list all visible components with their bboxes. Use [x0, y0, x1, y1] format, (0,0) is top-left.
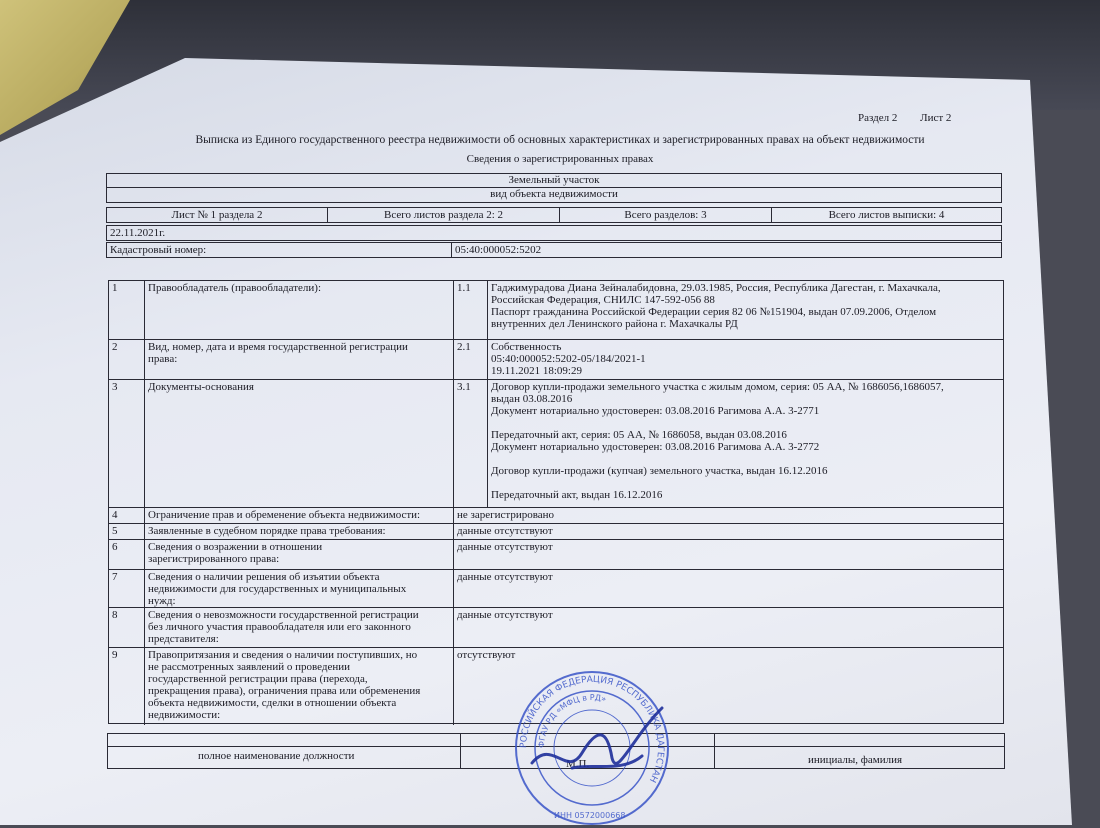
text-line: без личного участия правообладателя или его законного	[148, 621, 411, 633]
row-value: данные отсутствуют	[453, 608, 1003, 647]
row-number: 7	[112, 571, 118, 583]
row-label: Ограничение прав и обременение объекта недвижимости:	[144, 508, 453, 523]
object-type-row	[106, 173, 1002, 188]
section-label: Раздел 2	[858, 112, 898, 124]
name-caption: инициалы, фамилия	[808, 754, 903, 766]
row-value: данные отсутствуют	[453, 570, 1003, 607]
row-subnumber: 2.1	[453, 340, 487, 379]
row-subnumber: 3.1	[453, 380, 487, 507]
text-line: Договор купли-продажи (купчая) земельного участка, выдан 16.12.2016	[491, 465, 828, 477]
row-label	[144, 570, 453, 607]
text-line: нужд:	[148, 595, 176, 607]
stamp-bottom-text: ИНН 0572000668	[554, 811, 626, 820]
sheet-info-row	[106, 207, 1002, 223]
documents-value	[487, 380, 1003, 507]
blank-line	[491, 417, 1000, 429]
text-line: недвижимости для государственных и муниципальных	[148, 583, 407, 595]
cadastral-number: 05:40:000052:5202	[451, 243, 1001, 257]
text-line: права:	[148, 353, 178, 365]
blank-line	[491, 453, 1000, 465]
text-line: Сведения о наличии решения об изъятии объекта	[148, 571, 380, 583]
table-row	[109, 569, 1003, 607]
sheets-in-section: Всего листов раздела 2: 2	[327, 208, 559, 222]
object-type-caption: вид объекта недвижимости	[490, 188, 618, 200]
text-line: выдан 03.08.2016	[491, 393, 573, 405]
row-value: данные отсутствуют	[453, 540, 1003, 569]
object-type-caption-row	[106, 188, 1002, 203]
text-line: Российская Федерация, СНИЛС 147-592-056 88	[491, 294, 715, 306]
right-holder-value	[487, 281, 1003, 339]
table-row	[109, 281, 1003, 339]
position-caption: полное наименование должности	[198, 750, 355, 762]
text-line: Паспорт гражданина Российской Федерации серия 82 06 №151904, выдан 07.09.2006, Отделом	[491, 306, 937, 318]
text-line: Документ нотариально удостоверен: 03.08.2016 Рагимова А.А. 3-2772	[491, 441, 820, 453]
cadastral-label: Кадастровый номер:	[110, 244, 207, 256]
text-line: прекращения права), ограничения права или обременения	[148, 685, 421, 697]
row-value: отсутствуют	[453, 648, 1003, 725]
row-label: Правообладатель (правообладатели):	[144, 281, 453, 339]
document-subtitle: Сведения о зарегистрированных правах	[466, 153, 654, 165]
stamp-mark: М.П.	[566, 758, 590, 770]
table-row	[109, 379, 1003, 507]
row-subnumber: 1.1	[453, 281, 487, 339]
text-line: Документ нотариально удостоверен: 03.08.2016 Рагимова А.А. 3-2771	[491, 405, 820, 417]
sheet-label: Лист 2	[920, 112, 952, 124]
row-label	[144, 608, 453, 647]
row-number: 5	[112, 525, 118, 537]
row-number: 9	[112, 649, 118, 661]
official-stamp	[512, 668, 672, 828]
sheet-number: Лист № 1 раздела 2	[171, 209, 263, 221]
text-line: не рассмотренных заявлений о проведении	[148, 661, 350, 673]
text-line: недвижимости:	[148, 709, 221, 721]
row-label	[144, 540, 453, 569]
text-line: Сведения о возражении в отношении	[148, 541, 323, 553]
row-value: данные отсутствуют	[453, 524, 1003, 539]
text-line: 05:40:000052:5202-05/184/2021-1	[491, 353, 646, 365]
text-line: внутренних дел Ленинского района г. Махачкалы РД	[491, 318, 738, 330]
stamp-outer-text: РОССИЙСКАЯ ФЕДЕРАЦИЯ РЕСПУБЛИКА ДАГЕСТАН	[518, 674, 666, 784]
row-number: 4	[112, 509, 118, 521]
date-row	[106, 225, 1002, 241]
text-line: Сведения о невозможности государственной регистрации	[148, 609, 419, 621]
sections-total: Всего разделов: 3	[559, 208, 771, 222]
text-line: Вид, номер, дата и время государственной регистрации	[148, 341, 408, 353]
cadastral-row	[106, 242, 1002, 258]
sheets-total: Всего листов выписки: 4	[771, 208, 1001, 222]
row-number: 6	[112, 541, 118, 553]
text-line: Правопритязания и сведения о наличии поступивших, но	[148, 649, 418, 661]
row-value: не зарегистрировано	[453, 508, 1003, 523]
row-label	[144, 340, 453, 379]
blank-line	[491, 477, 1000, 489]
table-row	[109, 607, 1003, 647]
text-line: зарегистрированного права:	[148, 553, 280, 565]
text-line: Передаточный акт, выдан 16.12.2016	[491, 489, 663, 501]
object-type: Земельный участок	[508, 174, 600, 186]
document-title: Выписка из Единого государственного реестра недвижимости об основных характеристиках и зарегистрированных правах на объект недвижимости	[195, 134, 925, 146]
text-line: Собственность	[491, 341, 562, 353]
text-line: объекта недвижимости, сделки в отношении объекта	[148, 697, 397, 709]
text-line: Договор купли-продажи земельного участка с жилым домом, серия: 05 АА, № 1686056,1686057,	[491, 381, 944, 393]
table-row	[109, 523, 1003, 539]
row-number: 3	[112, 381, 118, 393]
row-number: 1	[112, 282, 118, 294]
row-number: 8	[112, 609, 118, 621]
row-number: 2	[112, 341, 118, 353]
table-row	[109, 507, 1003, 523]
extract-date: 22.11.2021г.	[110, 227, 166, 239]
text-line: Гаджимурадова Диана Зейналабидовна, 29.03.1985, Россия, Республика Дагестан, г. Махачкала,	[491, 282, 941, 294]
stamp-inner-text: ФГАУ РД «МФЦ в РД»	[536, 692, 608, 749]
row-label: Заявленные в судебном порядке права требования:	[144, 524, 453, 539]
registration-value	[487, 340, 1003, 379]
rights-table	[108, 280, 1004, 724]
table-row	[109, 539, 1003, 569]
section-header	[858, 112, 971, 124]
text-line: представителя:	[148, 633, 219, 645]
divider	[714, 734, 715, 768]
row-label: Документы-основания	[144, 380, 453, 507]
text-line: государственной регистрации права (перехода,	[148, 673, 368, 685]
table-row	[109, 339, 1003, 379]
row-label	[144, 648, 453, 725]
text-line: 19.11.2021 18:09:29	[491, 365, 582, 377]
divider	[460, 734, 461, 768]
text-line: Передаточный акт, серия: 05 АА, № 1686058, выдан 03.08.2016	[491, 429, 787, 441]
